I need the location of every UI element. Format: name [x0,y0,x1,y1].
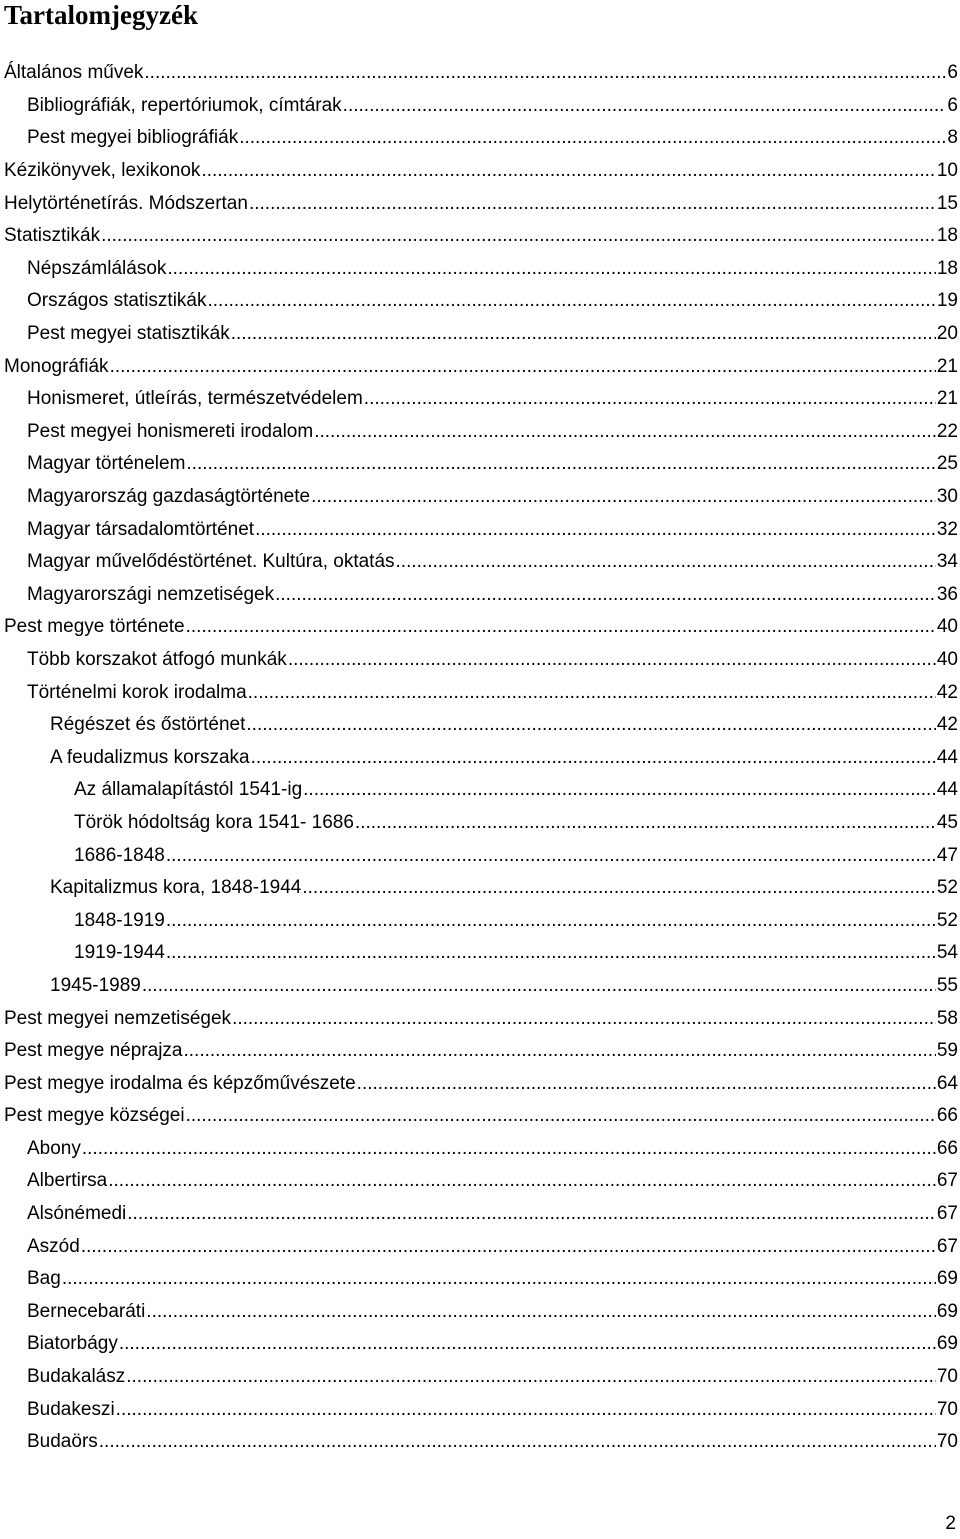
toc-entry-label: Budakeszi [27,1398,115,1420]
toc-dot-leader [142,975,936,997]
toc-entry-page: 54 [936,942,958,964]
toc-dot-leader [303,779,936,801]
toc-entry[interactable] [0,709,960,742]
toc-entry-label: Kapitalizmus kora, 1848-1944 [50,877,302,899]
toc-dot-leader [355,812,936,834]
toc-dot-leader [255,519,936,541]
toc-entry[interactable] [0,611,960,644]
toc-entry-label: Pest megye községei [4,1105,185,1127]
toc-dot-leader [119,1333,936,1355]
toc-entry-label: Pest megyei statisztikák [27,323,230,345]
toc-entry-page: 45 [936,811,958,833]
toc-entry-label: Magyarországi nemzetiségek [27,583,275,605]
toc-entry[interactable] [0,318,960,351]
toc-entry-label: Magyar történelem [27,453,186,475]
toc-entry-page: 6 [947,62,958,84]
toc-entry-page: 67 [936,1170,958,1192]
toc-dot-leader [288,649,936,671]
toc-entry[interactable] [0,1361,960,1394]
toc-dot-leader [126,1366,936,1388]
toc-entry[interactable] [0,937,960,970]
toc-entry[interactable] [0,839,960,872]
toc-entry-label: 1686-1848 [74,844,165,866]
toc-entry[interactable] [0,1002,960,1035]
toc-entry[interactable] [0,904,960,937]
toc-dot-leader [184,1040,936,1062]
toc-entry-page: 32 [936,518,958,540]
toc-dot-leader [275,584,936,606]
toc-dot-leader [249,193,936,215]
toc-entry[interactable] [0,122,960,155]
toc-dot-leader [167,258,935,280]
toc-entry-label: Pest megye irodalma és képzőművészete [4,1072,356,1094]
toc-dot-leader [166,845,936,867]
toc-entry[interactable] [0,220,960,253]
toc-entry[interactable] [0,448,960,481]
toc-entry-page: 69 [936,1300,958,1322]
toc-entry-label: Török hódoltság kora 1541- 1686 [74,811,354,833]
toc-entry-page: 30 [936,486,958,508]
toc-entry-label: Albertirsa [27,1170,108,1192]
toc-entry[interactable] [0,1426,960,1459]
toc-entry-label: Az államalapítástól 1541-ig [74,779,303,801]
toc-entry[interactable] [0,1296,960,1329]
toc-entry-page: 10 [936,160,958,182]
toc-entry-page: 59 [936,1040,958,1062]
toc-dot-leader [81,1236,936,1258]
toc-entry-label: 1945-1989 [50,974,141,996]
toc-entry-label: Több korszakot átfogó munkák [27,648,287,670]
toc-entry[interactable] [0,383,960,416]
toc-entry-label: Helytörténetírás. Módszertan [4,192,248,214]
toc-dot-leader [166,910,936,932]
toc-entry-page: 22 [936,420,958,442]
toc-entry-label: Budaörs [27,1431,98,1453]
toc-entry-page: 70 [936,1431,958,1453]
toc-entry[interactable] [0,1035,960,1068]
toc-entry[interactable] [0,676,960,709]
toc-dot-leader [239,127,946,149]
toc-entry-page: 55 [936,974,958,996]
toc-entry-page: 69 [936,1268,958,1290]
toc-entry-label: Abony [27,1137,81,1159]
toc-entry-page: 66 [936,1105,958,1127]
toc-entry-page: 67 [936,1235,958,1257]
toc-entry-page: 66 [936,1137,958,1159]
toc-dot-leader [108,1170,936,1192]
toc-dot-leader [186,453,935,475]
toc-entry-label: Régészet és őstörténet [50,714,246,736]
toc-dot-leader [99,1431,936,1453]
toc-entry[interactable] [0,481,960,514]
toc-entry-page: 18 [936,225,958,247]
toc-dot-leader [251,747,936,769]
toc-entry[interactable] [0,970,960,1003]
toc-entry-page: 21 [936,355,958,377]
toc-dot-leader [232,1008,936,1030]
toc-entry[interactable] [0,187,960,220]
toc-entry-label: Statisztikák [4,225,101,247]
toc-dot-leader [101,225,936,247]
toc-entry-page: 67 [936,1203,958,1225]
toc-entry-page: 34 [936,551,958,573]
page-number: 2 [945,1513,956,1534]
toc-dot-leader [314,421,936,443]
toc-dot-leader [127,1203,936,1225]
toc-dot-leader [82,1138,936,1160]
toc-dot-leader [116,1399,936,1421]
toc-entry-label: Magyarország gazdaságtörténete [27,486,311,508]
toc-entry[interactable] [0,285,960,318]
toc-entry-page: 20 [936,323,958,345]
toc-entry-page: 52 [936,877,958,899]
toc-entry-page: 47 [936,844,958,866]
toc-entry-label: Pest megye története [4,616,185,638]
toc-entry-page: 21 [936,388,958,410]
toc-entry[interactable] [0,90,960,123]
toc-entry-label: Pest megyei honismereti irodalom [27,420,314,442]
toc-entry-label: Történelmi korok irodalma [27,681,247,703]
toc-entry-label: Aszód [27,1235,80,1257]
toc-entry-label: Budakalász [27,1366,126,1388]
toc-entry-page: 6 [947,94,958,116]
toc-dot-leader [186,616,936,638]
toc-dot-leader [186,1105,936,1127]
toc-entry-page: 18 [936,257,958,279]
page-title: Tartalomjegyzék [4,0,198,30]
toc-entry-page: 52 [936,909,958,931]
toc-entry-page: 58 [936,1007,958,1029]
toc-entry[interactable] [0,1100,960,1133]
toc-entry[interactable] [0,513,960,546]
toc-entry[interactable] [0,416,960,449]
toc-dot-leader [110,356,936,378]
toc-entry-label: Pest megye néprajza [4,1040,183,1062]
toc-dot-leader [144,62,946,84]
toc-entry-page: 69 [936,1333,958,1355]
toc-entry[interactable] [0,774,960,807]
toc-entry-label: Bernecebaráti [27,1300,146,1322]
toc-entry[interactable] [0,1328,960,1361]
toc-dot-leader [146,1301,936,1323]
toc-entry-label: Népszámlálások [27,257,167,279]
toc-dot-leader [201,160,935,182]
toc-entry-page: 42 [936,681,958,703]
toc-dot-leader [246,714,935,736]
toc-dot-leader [357,1073,936,1095]
toc-entry-page: 70 [936,1398,958,1420]
toc-dot-leader [311,486,936,508]
toc-entry-label: Biatorbágy [27,1333,118,1355]
toc-entry[interactable] [0,644,960,677]
toc-entry[interactable] [0,546,960,579]
toc-entry-label: Pest megyei nemzetiségek [4,1007,232,1029]
toc-entry-label: Alsónémedi [27,1203,127,1225]
toc-dot-leader [396,551,936,573]
toc-dot-leader [302,877,935,899]
toc-entry-label: A feudalizmus korszaka [50,746,250,768]
toc-dot-leader [248,682,936,704]
toc-entry-label: Magyar művelődéstörténet. Kultúra, oktatás [27,551,395,573]
toc-entry[interactable] [0,741,960,774]
toc-entry[interactable] [0,155,960,188]
toc-entry-page: 8 [947,127,958,149]
toc-entry-page: 15 [936,192,958,214]
toc-entry-label: Kézikönyvek, lexikonok [4,160,201,182]
toc-entry-label: Országos statisztikák [27,290,207,312]
toc-entry-label: Magyar társadalomtörténet [27,518,255,540]
toc-entry-label: Monográfiák [4,355,109,377]
toc-entry[interactable] [0,579,960,612]
toc-entry-page: 42 [936,714,958,736]
toc-dot-leader [62,1268,936,1290]
toc-entry[interactable] [0,1165,960,1198]
toc-entry[interactable] [0,1198,960,1231]
toc-entry[interactable] [0,807,960,840]
toc-entry-label: Általános művek [4,62,144,84]
toc-entry[interactable] [0,1133,960,1166]
table-of-contents [0,57,960,1459]
toc-entry-label: 1848-1919 [74,909,165,931]
toc-entry[interactable] [0,350,960,383]
toc-dot-leader [364,388,936,410]
toc-dot-leader [231,323,936,345]
toc-entry[interactable] [0,1230,960,1263]
toc-entry-label: 1919-1944 [74,942,165,964]
toc-entry-label: Honismeret, útleírás, természetvédelem [27,388,363,410]
toc-entry-label: Bibliográfiák, repertóriumok, címtárak [27,94,342,116]
toc-dot-leader [208,290,936,312]
toc-entry[interactable] [0,253,960,286]
toc-entry-page: 64 [936,1072,958,1094]
toc-entry-page: 70 [936,1366,958,1388]
toc-entry-page: 44 [936,746,958,768]
toc-entry[interactable] [0,872,960,905]
toc-entry-page: 40 [936,648,958,670]
toc-entry[interactable] [0,57,960,90]
toc-entry[interactable] [0,1067,960,1100]
toc-dot-leader [343,95,947,117]
toc-entry-page: 19 [936,290,958,312]
toc-entry-label: Pest megyei bibliográfiák [27,127,239,149]
toc-entry[interactable] [0,1263,960,1296]
toc-entry-label: Bag [27,1268,61,1290]
toc-entry[interactable] [0,1393,960,1426]
toc-dot-leader [166,942,936,964]
toc-entry-page: 44 [936,779,958,801]
toc-entry-page: 36 [936,583,958,605]
toc-entry-page: 25 [936,453,958,475]
toc-entry-page: 40 [936,616,958,638]
